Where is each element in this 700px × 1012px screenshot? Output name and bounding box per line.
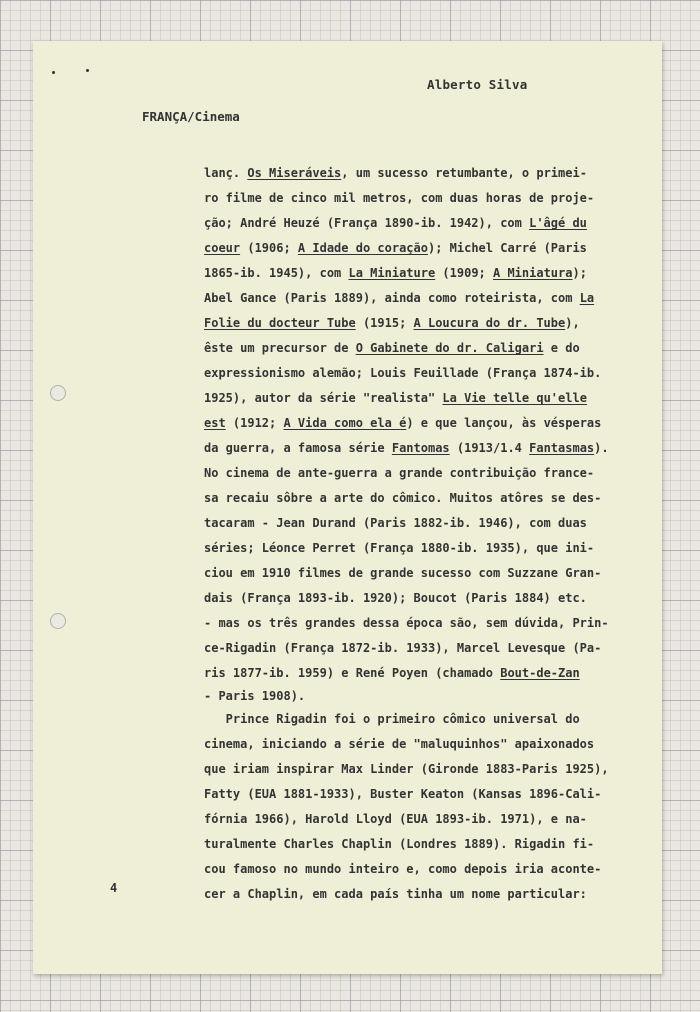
text-segment: turalmente Charles Chaplin (Londres 1889). Rigadin fi-	[204, 837, 595, 851]
text-segment: ).	[594, 441, 609, 455]
underlined-title: est	[204, 416, 226, 430]
underlined-title: L'âgé du	[529, 216, 587, 230]
text-segment: 1925), autor da série "realista"	[204, 391, 443, 405]
text-line	[204, 586, 629, 611]
text-line	[204, 161, 629, 186]
text-segment: séries; Léonce Perret (França 1880-ib. 1935), que ini-	[204, 541, 595, 555]
text-line	[204, 832, 629, 857]
text-segment: ),	[565, 316, 580, 330]
text-line	[204, 857, 629, 882]
text-segment: que iriam inspirar Max Linder (Gironde 1883-Paris 1925),	[204, 762, 609, 776]
underlined-title: A Idade do coração	[297, 241, 428, 255]
underlined-title: La	[579, 291, 595, 305]
text-segment: sa recaiu sôbre a arte do cômico. Muitos atôres se des-	[204, 491, 602, 505]
underlined-title: A Loucura do dr. Tube	[413, 316, 566, 330]
underlined-title: Fantasmas	[529, 441, 595, 455]
underlined-title: coeur	[204, 241, 241, 255]
text-segment: (1912;	[225, 416, 284, 430]
text-segment: da guerra, a famosa série	[204, 441, 392, 455]
underlined-title: La Miniature	[348, 266, 436, 280]
underlined-title: Os Miseráveis	[247, 166, 342, 180]
section-heading: FRANÇA/Cinema	[142, 109, 240, 124]
text-segment: ciou em 1910 filmes de grande sucesso com Suzzane Gran-	[204, 566, 602, 580]
text-segment: (1906;	[240, 241, 298, 255]
text-line	[204, 661, 629, 686]
text-line	[204, 882, 629, 907]
text-line	[204, 336, 629, 361]
text-segment: - Paris 1908).	[204, 689, 306, 703]
text-segment: cer a Chaplin, em cada país tinha um nome particular:	[204, 887, 587, 901]
text-segment: 1865-ib. 1945), com	[204, 266, 349, 280]
text-segment: fórnia 1966), Harold Lloyd (EUA 1893-ib. 1971), e na-	[204, 812, 587, 826]
underlined-title: Bout-de-Zan	[500, 666, 580, 680]
text-line	[204, 611, 629, 636]
text-segment: );	[572, 266, 587, 280]
text-line	[204, 386, 629, 411]
text-segment: (1915;	[355, 316, 414, 330]
underlined-title: A Miniatura	[493, 266, 573, 280]
text-segment: dais (França 1893-ib. 1920); Boucot (Paris 1884) etc.	[204, 591, 587, 605]
text-line	[204, 436, 629, 461]
underlined-title: Fantomas	[391, 441, 450, 455]
text-segment: Prince Rigadin foi o primeiro cômico universal do	[204, 712, 580, 726]
text-line	[204, 782, 629, 807]
text-segment: ce-Rigadin (França 1872-ib. 1933), Marcel Levesque (Pa-	[204, 641, 602, 655]
text-segment: (1909;	[435, 266, 493, 280]
text-segment: - mas os três grandes dessa época são, sem dúvida, Prin-	[204, 616, 609, 630]
text-segment: Fatty (EUA 1881-1933), Buster Keaton (Kansas 1896-Cali-	[204, 787, 602, 801]
text-line	[204, 186, 629, 211]
text-segment: ) e que lançou, às vésperas	[406, 416, 602, 430]
page-number: 4	[110, 881, 118, 895]
text-segment: e do	[543, 341, 580, 355]
text-segment: cou famoso no mundo inteiro e, como depois iria aconte-	[204, 862, 602, 876]
text-segment: ris 1877-ib. 1959) e René Poyen (chamado	[204, 666, 501, 680]
punch-hole	[50, 613, 66, 629]
text-line	[204, 236, 629, 261]
text-segment: cinema, iniciando a série de "maluquinhos" apaixonados	[204, 737, 595, 751]
text-line	[204, 807, 629, 832]
ink-dot	[86, 69, 89, 72]
text-segment: expressionismo alemão; Louis Feuillade (França 1874-ib.	[204, 366, 602, 380]
ink-dot	[52, 71, 55, 74]
text-segment: ção; André Heuzé (França 1890-ib. 1942), com	[204, 216, 530, 230]
underlined-title: A Vida como ela é	[283, 416, 407, 430]
text-line	[204, 411, 629, 436]
text-line	[204, 461, 629, 486]
underlined-title: La Vie telle qu'elle	[442, 391, 587, 405]
author-name: Alberto Silva	[427, 77, 528, 92]
text-segment: lanç.	[204, 166, 248, 180]
text-line	[204, 261, 629, 286]
text-line	[204, 561, 629, 586]
text-segment: Abel Gance (Paris 1889), ainda como roteirista, com	[204, 291, 580, 305]
text-line	[204, 536, 629, 561]
text-line	[204, 636, 629, 661]
text-segment: , um sucesso retumbante, o primei-	[341, 166, 587, 180]
text-line	[204, 311, 629, 336]
text-segment: No cinema de ante-guerra a grande contribuição france-	[204, 466, 595, 480]
punch-hole	[50, 385, 66, 401]
text-line	[204, 286, 629, 311]
typewritten-page	[33, 41, 662, 974]
body-text	[204, 161, 629, 907]
text-line	[204, 732, 629, 757]
text-line	[204, 511, 629, 536]
text-segment: ); Michel Carré (Paris	[427, 241, 587, 255]
underlined-title: Folie du docteur Tube	[204, 316, 356, 330]
text-segment: tacaram - Jean Durand (Paris 1882-ib. 1946), com duas	[204, 516, 587, 530]
text-line	[204, 686, 629, 707]
text-segment: ro filme de cinco mil metros, com duas horas de proje-	[204, 191, 595, 205]
text-segment: êste um precursor de	[204, 341, 356, 355]
text-line	[204, 486, 629, 511]
underlined-title: O Gabinete do dr. Caligari	[355, 341, 544, 355]
text-line	[204, 211, 629, 236]
text-segment: (1913/1.4	[449, 441, 530, 455]
text-line	[204, 707, 629, 732]
text-line	[204, 757, 629, 782]
text-line	[204, 361, 629, 386]
